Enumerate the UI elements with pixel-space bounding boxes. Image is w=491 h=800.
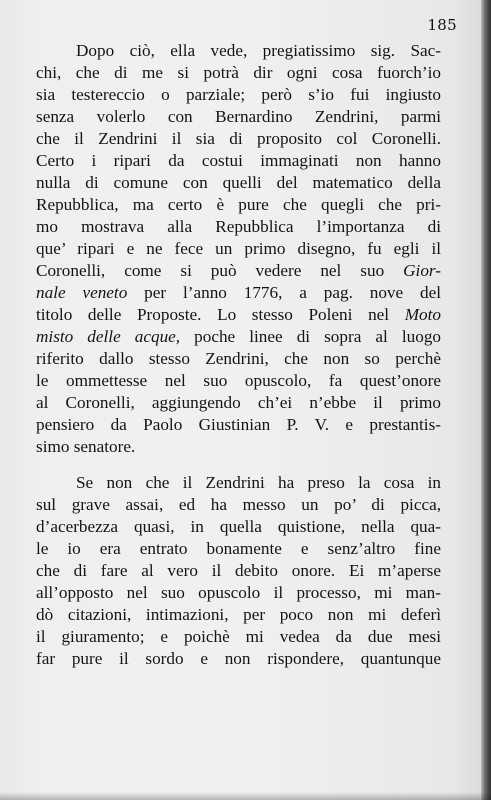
text-line: sul grave assai, ed ha messo un po’ di picca, — [36, 495, 441, 514]
text-line: che di fare al vero il debito onore. Ei m’aperse — [36, 561, 441, 580]
text-line: nulla di comune con quelli del matematico della — [36, 173, 441, 192]
text-line: Certo i ripari da costui immaginati non hanno — [36, 151, 441, 170]
text-line: simo senatore. — [36, 437, 136, 456]
page-number: 185 — [427, 16, 457, 34]
paragraph-2 — [36, 472, 441, 670]
italic-title: Moto — [404, 305, 441, 324]
text-line: le io era entrato bonamente e senz’altro fine — [36, 539, 441, 558]
text-line: chi, che di me si potrà dir ogni cosa fuorch’io — [36, 63, 441, 82]
text-line: Coronelli, come si può vedere nel suo Gior- — [36, 261, 441, 280]
text-line: che il Zendrini il sia di proposito col Coronelli. — [36, 129, 441, 148]
italic-title: misto delle acque, — [36, 327, 181, 346]
paragraph-gap — [36, 458, 441, 472]
text-line: nale veneto per l’anno 1776, a pag. nove del — [36, 283, 441, 302]
text-line: sia testereccio o parziale; però s’io fui ingiusto — [36, 85, 441, 104]
text-line: Se non che il Zendrini ha preso la cosa in — [76, 473, 441, 492]
text-line: riferito dallo stesso Zendrini, che non so perchè — [36, 349, 441, 368]
page-bottom-shadow — [0, 792, 491, 800]
text-line: mo mostrava alla Repubblica l’importanza di — [36, 217, 441, 236]
text-line: misto delle acque, poche linee di sopra al luogo — [36, 327, 442, 346]
text-line: pensiero da Paolo Giustinian P. V. e prestantis- — [36, 415, 441, 434]
text-line: le ommettesse nel suo opuscolo, fa quest’onore — [36, 371, 441, 390]
italic-title: nale veneto — [36, 283, 128, 302]
page-edge-shadow — [481, 0, 491, 800]
text-line: Repubblica, ma certo è pure che quegli che pri- — [36, 195, 441, 214]
text-line: d’acerbezza quasi, in quella quistione, nella qua- — [36, 517, 441, 536]
text-line: Dopo ciò, ella vede, pregiatissimo sig. Sac- — [76, 41, 441, 60]
text-line: far pure il sordo e non rispondere, quantunque — [36, 649, 441, 668]
text-line: all’opposto nel suo opuscolo il processo, mi man- — [36, 583, 441, 602]
text-line: titolo delle Proposte. Lo stesso Poleni nel Moto — [36, 305, 441, 324]
italic-title: Gior- — [403, 261, 441, 280]
text-line: que’ ripari e ne fece un primo disegno, fu egli il — [36, 239, 441, 258]
body-text — [36, 40, 441, 670]
text-line: dò citazioni, intimazioni, per poco non mi deferì — [36, 605, 441, 624]
text-line: al Coronelli, aggiungendo ch’ei n’ebbe il primo — [36, 393, 441, 412]
paragraph-1 — [36, 40, 441, 458]
text-line: il giuramento; e poichè mi vedea da due mesi — [36, 627, 441, 646]
text-line: senza volerlo con Bernardino Zendrini, parmi — [36, 107, 441, 126]
